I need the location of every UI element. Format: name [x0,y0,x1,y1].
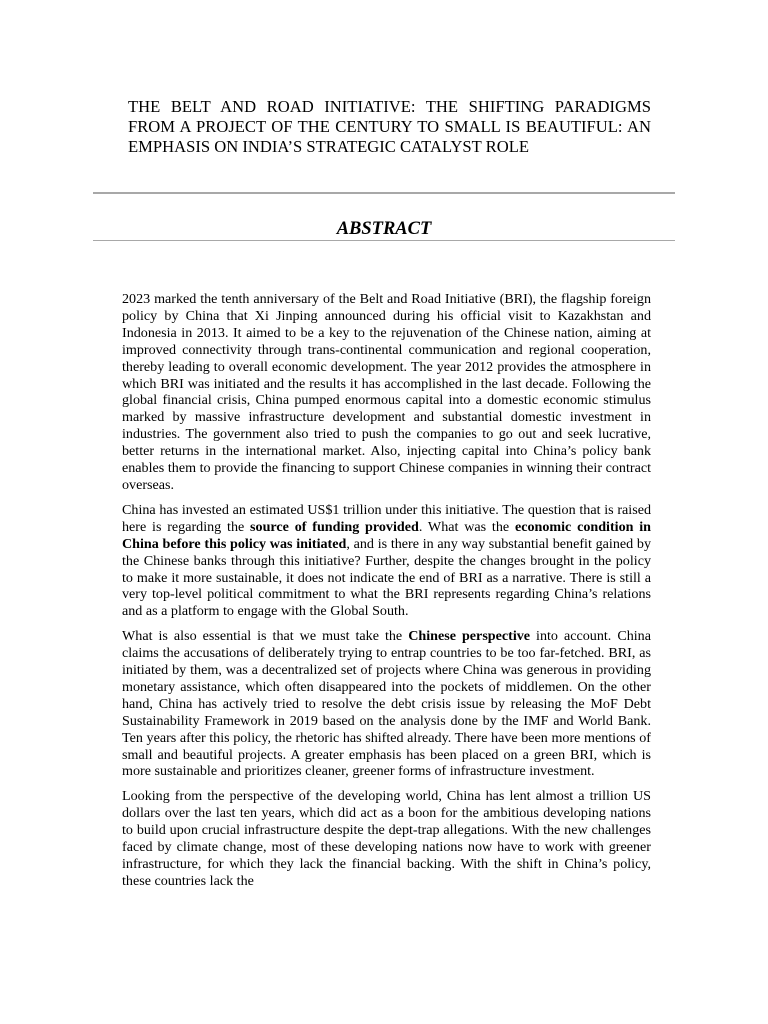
paragraph-text: China has invested an estimated US$1 trillion under this initiative. The question that is raised here is regarding the [122,501,651,535]
emphasis-economic-condition: economic condition in China before this policy was initiated [122,518,652,552]
abstract-paragraph-4: Looking from the perspective of the developing world, China has lent almost a trillion US dollars over the last ten years, which did act as a boon for the ambitious developing nations to build upon crucial infrastructure despite the dept-trap allegations. With the new challenges faced by climate change, most of these developing nations now have to work with greener infrastructure, for which they lack the financial backing. With the shift in China’s policy, these countries lack the [122,788,651,889]
paragraph-text: into account. China claims the accusations of deliberately trying to entrap countries to be too far-fetched. BRI, as initiated by them, was a decentralized set of projects where China was generous in providing monetary assistance, which often disappeared into the pockets of middlemen. On the other hand, China has actively tried to resolve the debt crisis issue by releasing the MoF Debt Sustainability Framework in 2019 based on the analysis done by the IMF and World Bank. Ten years after this policy, the rhetoric has shifted already. There have been more mentions of small and beautiful projects. A greater emphasis has been placed on a green BRI, which is more sustainable and prioritizes cleaner, greener forms of infrastructure investment. [122,628,651,780]
abstract-heading: ABSTRACT [336,219,432,239]
abstract-paragraph-1: 2023 marked the tenth anniversary of the Belt and Road Initiative (BRI), the flagship foreign policy by China that Xi Jinping announced during his official visit to Kazakhstan and Indonesia in 2013. It aimed to be a key to the rejuvenation of the Chinese nation, aiming at improved connectivity through trans-continental communication and regional cooperation, thereby leading to overall economic development. The year 2012 provides the atmosphere in which BRI was initiated and the results it has accomplished in the last decade. Following the global financial crisis, China pumped enormous capital into a domestic economic stimulus marked by massive infrastructure development and substantial domestic investment in industries. The government also tried to push the companies to go out and seek lucrative, better returns in the international market. Also, injecting capital into China’s policy bank enables them to provide the financing to support Chinese companies in winning their contract overseas. [122,291,651,493]
paragraph-text: . What was the [418,518,515,535]
title-divider [93,192,675,194]
emphasis-chinese-perspective: Chinese perspective [408,628,531,645]
paragraph-text: , and is there in any way substantial benefit gained by the Chinese banks through this initiative? Further, despite the changes brought in the policy to make it more sustainable, it does not indicate the end of BRI as a narrative. There is still a very top-level political commitment to what the BRI represents regarding China’s relations and as a platform to engage with the Global South. [122,535,651,620]
abstract-paragraph-2 [122,502,651,620]
abstract-paragraph-3 [122,628,651,780]
paper-title: THE BELT AND ROAD INITIATIVE: THE SHIFTING PARADIGMS FROM A PROJECT OF THE CENTURY TO SMALL IS BEAUTIFUL: AN EMPHASIS ON INDIA’S STRATEGIC CATALYST ROLE [128,97,651,156]
paragraph-text: What is also essential is that we must take the [122,628,409,645]
emphasis-funding-source: source of funding provided [250,518,419,535]
abstract-divider [93,240,675,241]
abstract-body [122,291,651,898]
